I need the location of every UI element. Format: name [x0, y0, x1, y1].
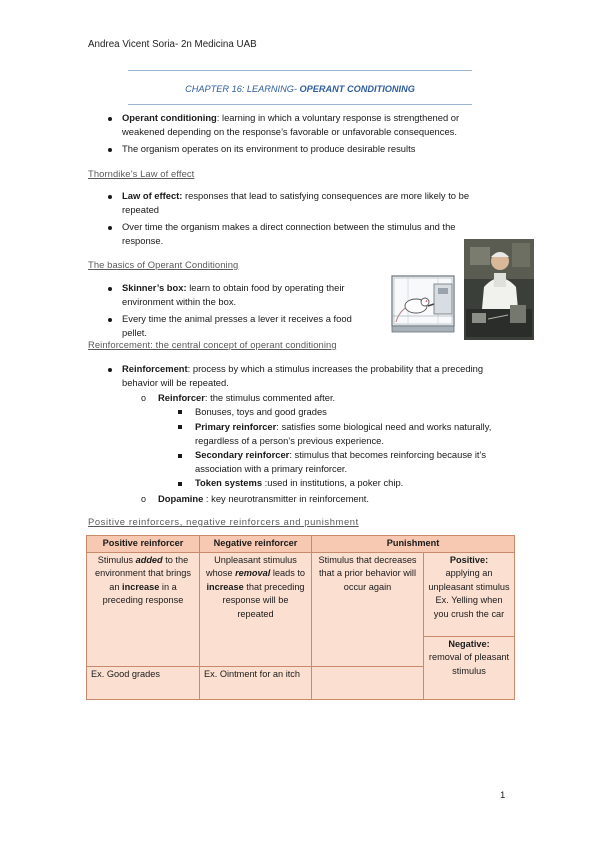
punish-positive-text: applying an unpleasant stimulus	[428, 568, 510, 592]
term-skinners-box: Skinner’s box:	[122, 282, 187, 293]
cell-punishment-positive	[424, 552, 515, 636]
term-operant-conditioning: Operant conditioning	[122, 112, 217, 123]
thorndike-1-line1: responses that lead to satisfying consequences are more likely to be	[182, 190, 470, 201]
primary-line1: : satisfies some biological need and works naturally,	[276, 421, 492, 432]
basics-item-2	[122, 312, 382, 340]
primary-line2: regardless of a person’s previous experience.	[195, 435, 384, 446]
term-secondary-reinforcer: Secondary reinforcer	[195, 449, 290, 460]
basics-1-line2: environment within the box.	[122, 296, 237, 307]
chapter-rule-bottom	[128, 104, 472, 105]
bullet	[108, 148, 112, 152]
square-bullet	[178, 454, 182, 458]
bullet	[108, 226, 112, 230]
neg-desc-c: leads to	[270, 568, 306, 578]
punish-positive-example: Ex. Yelling when you crush the car	[433, 595, 505, 619]
reinforcement-line1: : process by which a stimulus increases the probability that a preceding	[187, 363, 484, 374]
term-dopamine: Dopamine	[158, 493, 204, 504]
header-negative-reinforcer: Negative reinforcer	[200, 536, 312, 553]
section-title-thorndike: Thorndike’s Law of effect	[88, 168, 195, 179]
thorndike-item-1	[122, 189, 502, 217]
cell-positive-description	[87, 552, 200, 666]
term-token-systems: Token systems	[195, 477, 263, 488]
bullet	[108, 117, 112, 121]
section-title-reinforcement: Reinforcement: the central concept of operant conditioning	[88, 339, 337, 350]
dopamine-item	[158, 492, 369, 506]
skinner-box-illustration	[388, 270, 460, 340]
pos-desc-e: in a preceding response	[102, 581, 184, 605]
cell-punishment-negative	[424, 636, 515, 699]
chapter-title	[128, 82, 472, 96]
subitem-secondary	[195, 448, 515, 476]
chapter-prefix: CHAPTER 16: LEARNING-	[185, 84, 300, 94]
token-line1: :used in institutions, a poker chip.	[262, 477, 404, 488]
subitem-primary	[195, 420, 515, 448]
chapter-highlight: OPERANT CONDITIONING	[299, 84, 415, 94]
secondary-line2: association with a primary reinforcer.	[195, 463, 348, 474]
header-positive-reinforcer: Positive reinforcer	[87, 536, 200, 553]
thorndike-2-line2: response.	[122, 235, 164, 246]
section-title-basics: The basics of Operant Conditioning	[88, 259, 239, 270]
neg-desc-increase: increase	[206, 581, 244, 592]
thorndike-2-line1: Over time the organism makes a direct connection between the stimulus and the	[122, 221, 456, 232]
circle-bullet: o	[141, 494, 147, 504]
punish-negative-text: removal of pleasant stimulus	[428, 652, 510, 676]
dopamine-text: : key neurotransmitter in reinforcement.	[203, 493, 370, 504]
secondary-line1: : stimulus that becomes reinforcing because it’s	[289, 449, 487, 460]
pos-desc-c: to the environment that brings an	[94, 554, 191, 592]
term-reinforcer: Reinforcer	[158, 392, 205, 403]
thorndike-item-2	[122, 220, 502, 248]
term-primary-reinforcer: Primary reinforcer	[195, 421, 277, 432]
reinforcement-line2: behavior will be repeated.	[122, 377, 229, 388]
intro-item-2: The organism operates on its environment to produce desirable results	[122, 143, 416, 154]
intro-1-line2: weakened depending on the response’s favorable or unfavorable consequences.	[122, 126, 457, 137]
term-law-of-effect: Law of effect:	[122, 190, 183, 201]
subitem-bonuses: Bonuses, toys and good grades	[195, 406, 327, 417]
intro-item-1	[122, 111, 502, 139]
punish-negative-title: Negative:	[448, 638, 490, 649]
intro-1-line1: : learning in which a voluntary response is strengthened or	[216, 112, 460, 123]
square-bullet	[178, 410, 182, 414]
neg-desc-removal: removal	[235, 568, 271, 578]
page-number: 1	[500, 790, 506, 801]
cell-example-positive: Ex. Good grades	[87, 666, 200, 699]
cell-punishment-description: Stimulus that decreases that a prior behavior will occur again	[312, 552, 424, 666]
bullet	[108, 318, 112, 322]
square-bullet	[178, 425, 182, 429]
cell-example-negative: Ex. Ointment for an itch	[200, 666, 312, 699]
chapter-rule-top	[128, 70, 472, 71]
term-reinforcement: Reinforcement	[122, 363, 188, 374]
basics-2-line2: pellet.	[122, 327, 148, 338]
reinforcer-text: : the stimulus commented after.	[204, 392, 336, 403]
basics-2-line1: Every time the animal presses a lever it receives a food	[122, 313, 352, 324]
document-header: Andrea Vicent Soria- 2n Medicina UAB	[88, 39, 257, 50]
pos-desc-added: added	[135, 554, 163, 565]
header-punishment: Punishment	[312, 536, 515, 553]
subitem-token	[195, 476, 403, 490]
punish-positive-title: Positive:	[449, 554, 489, 565]
reinforcer-item	[158, 391, 335, 405]
reinforcement-main	[122, 362, 512, 390]
basics-item-1	[122, 281, 382, 309]
pos-desc-a: Stimulus	[97, 554, 136, 565]
bullet	[108, 287, 112, 291]
thorndike-1-line2: repeated	[122, 204, 160, 215]
bullet	[108, 368, 112, 372]
cell-negative-description	[200, 552, 312, 666]
neg-desc-e: that preceding response will be repeated	[222, 581, 305, 619]
bullet	[108, 195, 112, 199]
pos-desc-increase: increase	[122, 581, 160, 592]
square-bullet	[178, 482, 182, 486]
neg-desc-a: Unpleasant stimulus whose	[205, 554, 297, 578]
reinforcement-table	[86, 535, 515, 700]
section-title-positive: Positive reinforcers, negative reinforcers and punishment	[88, 516, 359, 527]
skinner-photo	[464, 239, 534, 340]
basics-1-line1: learn to obtain food by operating their	[186, 282, 345, 293]
circle-bullet: o	[141, 393, 147, 403]
cell-empty	[312, 666, 424, 699]
